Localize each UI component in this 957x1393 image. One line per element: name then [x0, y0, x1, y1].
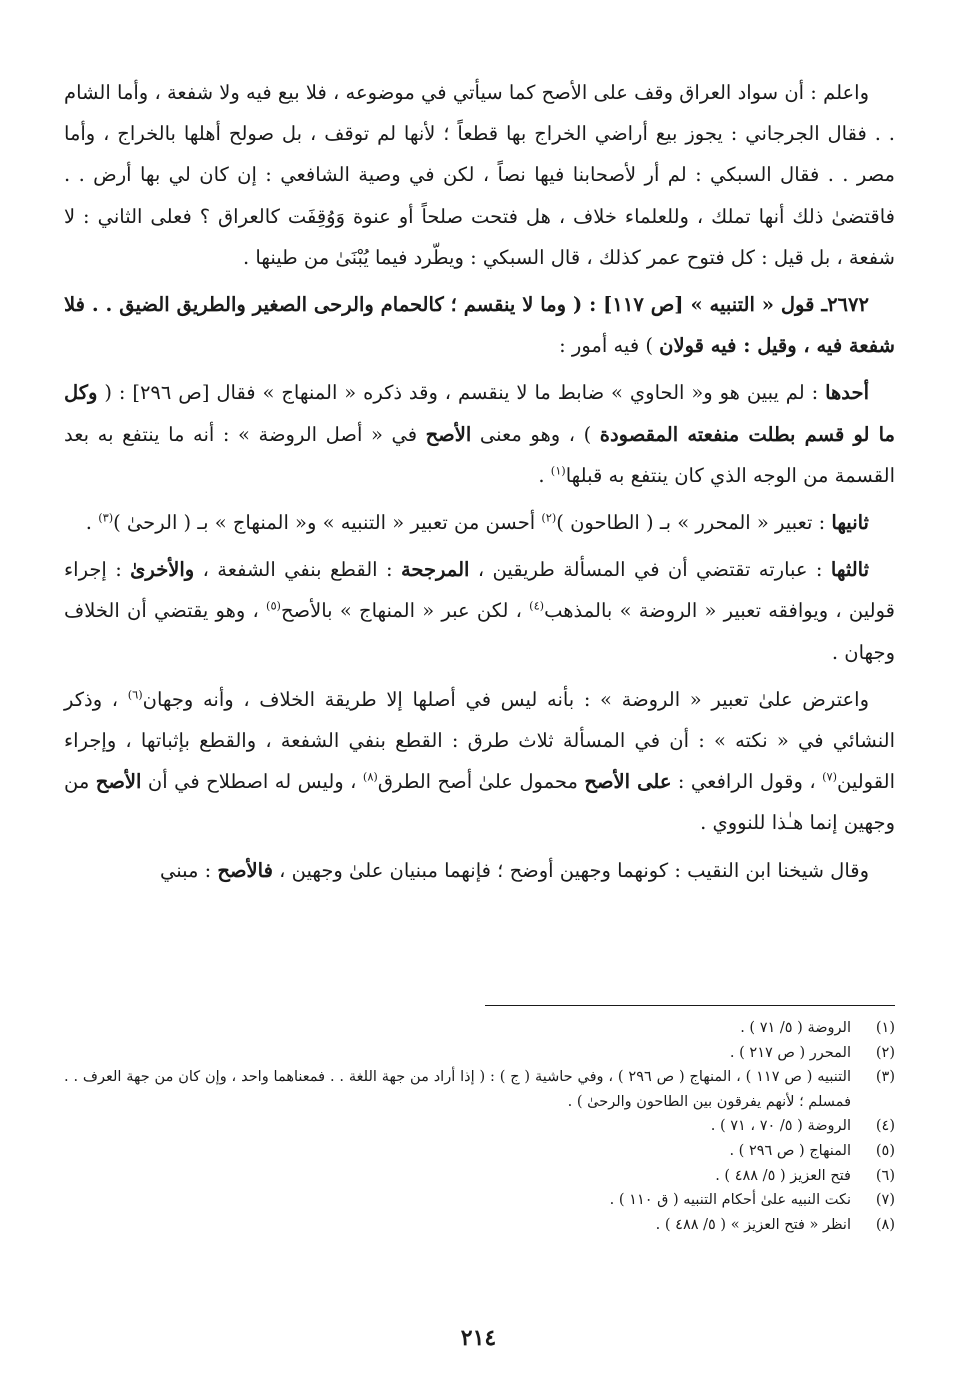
point-heading: ثالثها [830, 558, 870, 582]
paragraph-5-text: ، وهو يقتضي أن الخلاف وجهان . [64, 599, 895, 664]
quoted-text: وكل ما لو قسم بطلت منفعته المقصودة [64, 381, 895, 446]
emphasis: الأصح [425, 422, 472, 446]
paragraph-3-text: في « أصل الروضة » : أنه ما ينتفع به بعد القسمة من الوجه الذي كان ينتفع به قبلها [64, 422, 895, 487]
main-text [64, 72, 895, 897]
item-number: ٢٦٧٢ـ قول « التنبيه » [ص ١١٧] : ( [566, 293, 869, 317]
paragraph-1 [64, 72, 895, 278]
footnote-ref[interactable]: (١) [550, 464, 566, 478]
paragraph-4 [64, 502, 895, 543]
footnote-ref[interactable]: (٨) [362, 770, 378, 784]
footnote-text: فتح العزيز ( ٥/ ٤٨٨ ) . [715, 1167, 851, 1184]
footnote-5 [64, 1139, 895, 1164]
paragraph-6-text: ، وليس له اصطلاح في أن [141, 770, 363, 794]
paragraph-7-text: : مبني [159, 858, 218, 882]
paragraph-3 [64, 372, 895, 496]
paragraph-6-text: ، وذكر النشائي في « نكته » : أن في المسألة ثلاث طرق : القطع بنفي الشفعة ، والقطع بإثباتها ، وإجراء القولين [64, 687, 895, 794]
paragraph-6-text: محمول علىٰ أصح الطرق [377, 770, 585, 794]
paragraph-3-text: : لم يبين هو و« الحاوي » ضابط ما لا ينقسم ، وقد ذكره « المنهاج » فقال [ص ٢٩٦] : ( [97, 381, 826, 405]
paragraph-5-text: : القطع بنفي الشفعة ، [194, 558, 401, 582]
point-heading: ثانيها [831, 511, 869, 535]
footnote-8 [64, 1213, 895, 1238]
footnote-text: انظر « فتح العزيز » ( ٥/ ٤٨٨ ) . [655, 1216, 851, 1233]
footnote-1 [64, 1016, 895, 1041]
footnote-text: نكت النبيه علىٰ أحكام التنبيه ( ق ١١٠ ) . [609, 1192, 851, 1209]
footnote-number: (٥) [875, 1142, 895, 1159]
emphasis: على الأصح [584, 770, 672, 794]
paragraph-6 [64, 679, 895, 844]
footnote-ref[interactable]: (٢) [541, 511, 557, 525]
paragraph-3-text: ) ، وهو معنى [471, 422, 600, 446]
paragraph-5-text: ، لكن عبر « المنهاج » بالأصح [280, 599, 530, 623]
footnote-number: (٣) [875, 1069, 895, 1086]
footnote-separator [485, 1005, 895, 1006]
paragraph-6-text: واعترض علىٰ تعبير « الروضة » : بأنه ليس في أصلها إلا طريقة الخلاف ، وأنه وجهان [142, 687, 869, 711]
footnote-ref[interactable]: (٧) [822, 770, 838, 784]
footnote-number: (٧) [875, 1192, 895, 1209]
footnote-ref[interactable]: (٥) [266, 599, 281, 613]
footnote-number: (٤) [875, 1118, 895, 1135]
emphasis: فالأصح [217, 858, 273, 882]
footnote-text: الروضة ( ٥/ ٧٠ ، ٧١ ) . [710, 1118, 851, 1135]
footnote-text: المحرر ( ص ٢١٧ ) . [729, 1044, 851, 1061]
paragraph-7 [64, 850, 895, 891]
emphasis: الأصح [95, 770, 142, 794]
footnote-4 [64, 1114, 895, 1139]
paragraph-6-text: ، وقول الرافعي : [671, 770, 823, 794]
paragraph-2 [64, 284, 895, 366]
footnote-6 [64, 1164, 895, 1189]
footnote-text: التنبيه ( ص ١١٧ ) ، المنهاج ( ص ٢٩٦ ) ، وفي حاشية ( ج ) : ( إذا أراد من جهة اللغة . . فمعناهما واحد ، وإن كان من جهة العرف . . فمسلم ؛ لأنهم يفرقون بين الطاحون والرحىٰ ) . [64, 1069, 851, 1110]
paragraph-4-text: أحسن من تعبير « التنبيه » و« المنهاج » بـ ( الرحىٰ ) [113, 511, 542, 535]
emphasis: المرجحة [400, 558, 470, 582]
footnote-3 [64, 1065, 895, 1114]
paragraph-6-text: من وجهين إنما هـٰذا للنووي . [64, 770, 895, 835]
footnote-text: المنهاج ( ص ٢٩٦ ) . [729, 1142, 851, 1159]
footnote-7 [64, 1188, 895, 1213]
footnote-number: (٦) [875, 1167, 895, 1184]
emphasis: والأخرىٰ [130, 558, 195, 582]
footnote-ref[interactable]: (٤) [529, 599, 545, 613]
footnotes [64, 1016, 895, 1237]
footnote-text: الروضة ( ٥/ ٧١ ) . [740, 1020, 851, 1036]
footnote-number: (٨) [875, 1216, 895, 1233]
paragraph-5-text: : إجراء قولين ، ويوافقه تعبير « الروضة » بالمذهب [64, 558, 895, 623]
point-heading: أحدها [825, 381, 869, 405]
page-number: ٢١٤ [460, 1325, 497, 1351]
paragraph-4-text: . [85, 511, 99, 535]
footnote-number: (١) [875, 1020, 895, 1036]
paragraph-2-text: ) فيه أمور : [559, 334, 660, 358]
footnote-number: (٢) [875, 1044, 895, 1061]
quoted-text: وما لا ينقسم ؛ كالحمام والرحى الصغير والطريق الضيق . . فلا شفعة فيه ، وقيل : فيه قولان [64, 293, 895, 358]
footnote-2 [64, 1041, 895, 1066]
paragraph-5-text: : عبارته تقتضي أن في المسألة طريقين ، [469, 558, 831, 582]
paragraph-5 [64, 549, 895, 673]
paragraph-1-text: واعلم : أن سواد العراق وقف على الأصح كما سيأتي في موضوعه ، فلا بيع فيه ولا شفعة ، وأما الشام . . فقال الجرجاني : يجوز بيع أراضي الخراج بها قطعاً ؛ لأنها لم توقف ، بل صولح أهلها بالخراج ، وأما مصر . . فقال السبكي : لم أر لأصحابنا فيها نصاً ، لكن في وصية الشافعي : إن كان لي بها أرض . . فاقتضىٰ ذلك أنها تملك ، وللعلماء خلاف ، هل فتحت صلحاً أو عنوة وَوُقِفَت كالعراق ؟ فعلى الثاني : لا شفعة ، بل قيل : كل فتوح عمر كذلك ، قال السبكي : ويطّرد فيما يُبْنَىٰ من طينها . [64, 81, 895, 269]
paragraph-7-text: وقال شيخنا ابن النقيب : كونهما وجهين أوضح ؛ فإنهما مبنيان علىٰ وجهين ، [272, 858, 869, 882]
footnote-ref[interactable]: (٦) [127, 688, 143, 702]
footnote-ref[interactable]: (٣) [98, 511, 114, 525]
paragraph-4-text: : تعبير « المحرر » بـ ( الطاحون ) [556, 511, 832, 535]
paragraph-3-text: . [538, 463, 551, 487]
